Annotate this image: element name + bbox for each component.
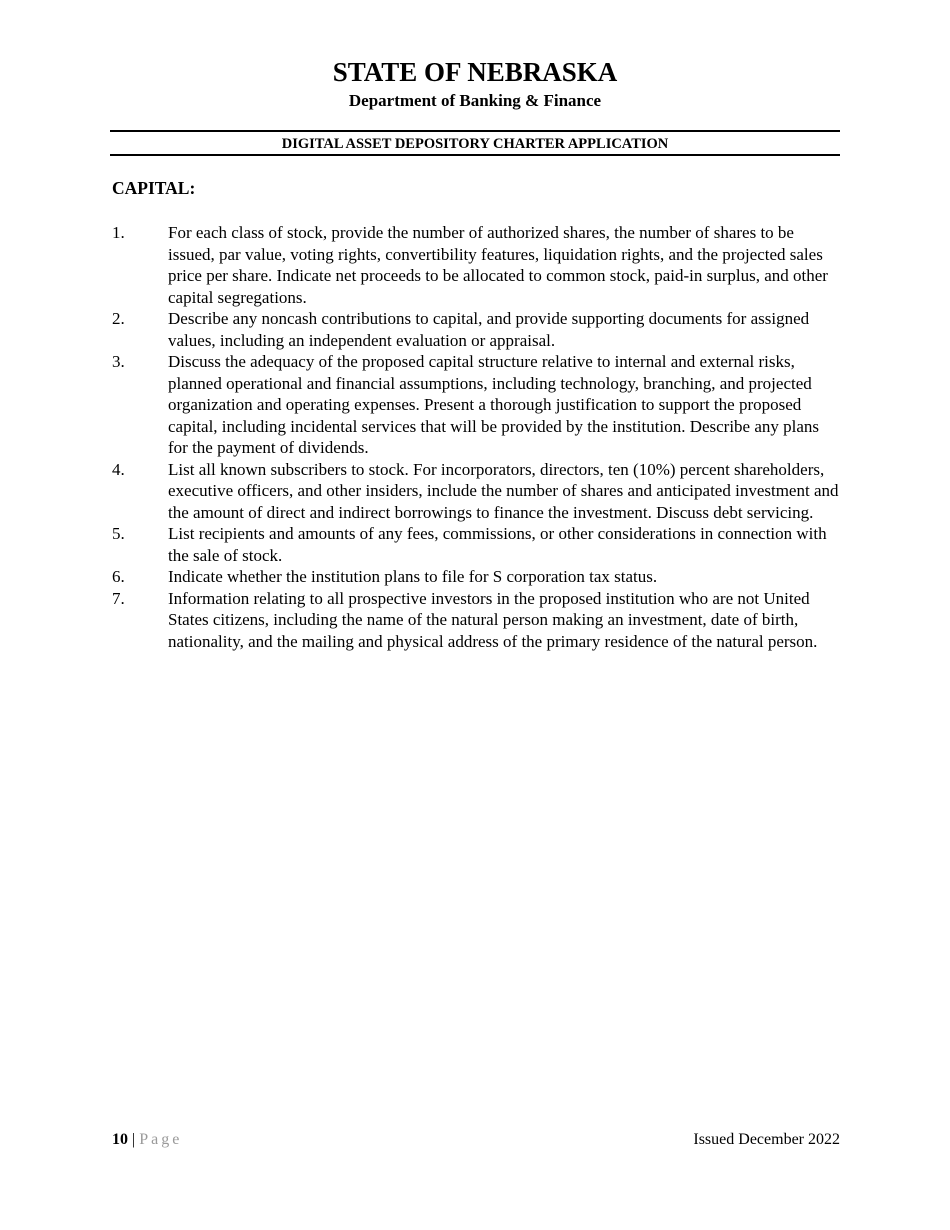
list-item-number: 2. (112, 309, 125, 328)
list-item-text: For each class of stock, provide the number of authorized shares, the number of shares to be issued, par value, voting rights, convertibility features, liquidation rights, and the projected sales price per share. Indicate net proceeds to be allocated to common stock, paid-in surplus, and other capital segregations. (168, 223, 828, 307)
department-name: Department of Banking & Finance (348, 91, 602, 110)
page-separator: | (132, 1131, 136, 1148)
page-label: Page (139, 1131, 183, 1148)
page-indicator (112, 1130, 182, 1150)
issued-date: Issued December 2022 (693, 1131, 840, 1148)
list-item-text: Information relating to all prospective investors in the proposed institution who are not United States citizens, including the name of the natural person making an investment, date of birth, nationality, and the mailing and physical address of the primary residence of the natural person. (168, 588, 818, 651)
state-title: STATE OF NEBRASKA (332, 57, 618, 87)
list-item-number: 3. (112, 352, 125, 371)
page-footer (112, 1130, 840, 1150)
list-item (112, 459, 842, 524)
section-heading-text: CAPITAL: (112, 178, 196, 198)
document-title-banner: DIGITAL ASSET DEPOSITORY CHARTER APPLICATION (110, 130, 840, 156)
list-item-number: 1. (112, 223, 125, 242)
list-item-text: List recipients and amounts of any fees, commissions, or other considerations in connection with the sale of stock. (168, 524, 827, 565)
list-item-text: List all known subscribers to stock. For incorporators, directors, ten (10%) percent shareholders, executive officers, and other insiders, include the number of shares and anticipated investment and the amount of direct and indirect borrowings to finance the investment. Discuss debt servicing. (168, 459, 839, 522)
list-item (112, 351, 842, 459)
list-item-text: Discuss the adequacy of the proposed capital structure relative to internal and external risks, planned operational and financial assumptions, including technology, branching, and projected organization and operating expenses. Present a thorough justification to support the proposed capital, including incidental services that will be provided by the institution. Describe any plans for the payment of dividends. (168, 352, 820, 457)
list-item-number: 4. (112, 459, 125, 479)
list-item-text: Describe any noncash contributions to capital, and provide supporting documents for assigned values, including an independent evaluation or appraisal. (168, 309, 810, 350)
list-item (112, 222, 842, 308)
list-item (112, 588, 842, 653)
list-item-text: Indicate whether the institution plans to file for S corporation tax status. (168, 567, 658, 586)
list-item (112, 523, 842, 566)
list-item (112, 566, 842, 588)
requirements-list (112, 222, 842, 652)
list-item-number: 6. (112, 567, 125, 586)
page-number: 10 (112, 1131, 128, 1148)
document-header (0, 56, 950, 112)
list-item-number: 7. (112, 588, 125, 608)
list-item-number: 5. (112, 524, 125, 543)
section-heading (112, 178, 195, 199)
list-item (112, 308, 842, 351)
